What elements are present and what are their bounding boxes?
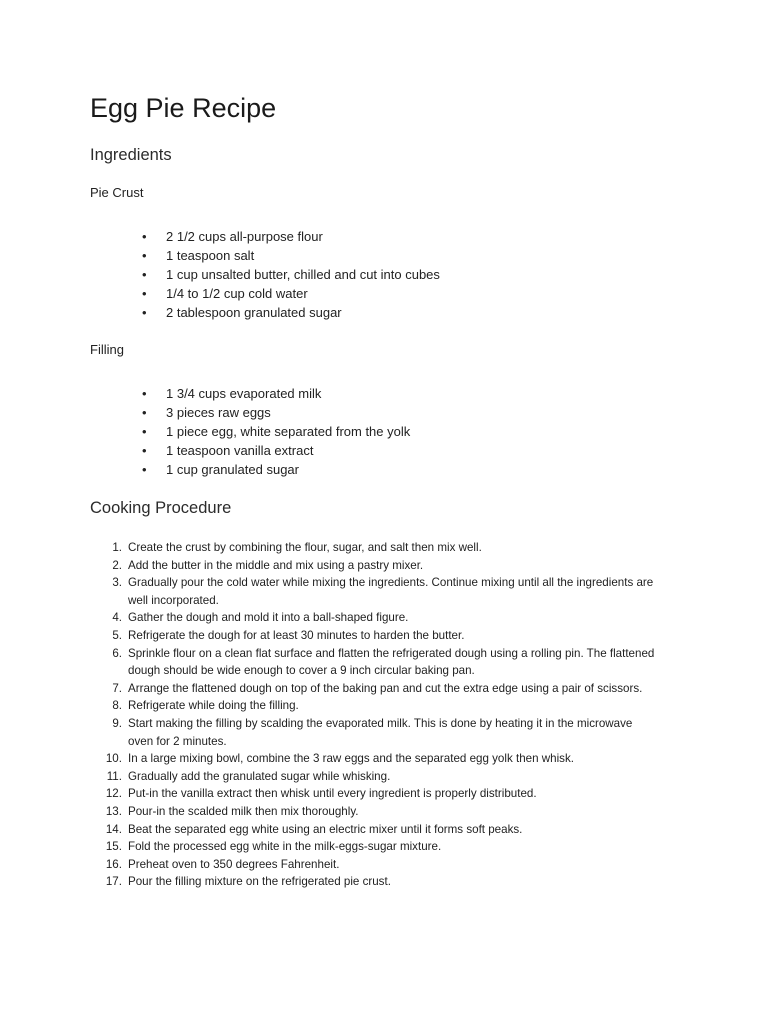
filling-heading: Filling	[90, 342, 124, 357]
list-item: • 3 pieces raw eggs	[142, 405, 271, 420]
list-item: • 1/4 to 1/2 cup cold water	[142, 286, 308, 301]
bullet-icon: •	[142, 248, 147, 263]
bullet-icon: •	[142, 305, 147, 320]
list-item: • 2 1/2 cups all-purpose flour	[142, 229, 323, 244]
list-item: • 1 teaspoon salt	[142, 248, 255, 263]
bullet-icon: •	[142, 286, 147, 301]
bullet-icon: •	[142, 405, 147, 420]
list-item: 4 . Gather the dough and mold it into a ball-shaped figure.	[0, 609, 700, 627]
list-item: 6 . Sprinkle flour on a clean flat surface and flatten the refrigerated dough using a rolling pin. The flattened dough should be wide enough to cover a 9 inch circular baking pan.	[0, 645, 700, 680]
cooking-procedure-heading: Cooking Procedure	[90, 499, 232, 517]
bullet-icon: •	[142, 462, 147, 477]
list-item: 1 . Create the crust by combining the flour, sugar, and salt then mix well.	[0, 539, 700, 557]
list-item: • 1 3/4 cups evaporated milk	[142, 386, 322, 401]
list-item: 10 . In a large mixing bowl, combine the 3 raw eggs and the separated egg yolk then whisk.	[0, 750, 700, 768]
list-item: • 1 cup unsalted butter, chilled and cut into cubes	[142, 267, 440, 282]
list-item: 12 . Put-in the vanilla extract then whisk until every ingredient is properly distributed.	[0, 785, 700, 803]
list-item: 9 . Start making the filling by scalding the evaporated milk. This is done by heating it in the microwave oven for 2 minutes.	[0, 715, 700, 750]
list-item: 3 . Gradually pour the cold water while mixing the ingredients. Continue mixing until all the ingredients are well incorporated.	[0, 574, 700, 609]
procedure-steps	[0, 539, 700, 891]
document-title: Egg Pie Recipe	[90, 93, 277, 123]
list-item: 8 . Refrigerate while doing the filling.	[0, 697, 700, 715]
list-item: • 1 teaspoon vanilla extract	[142, 443, 314, 458]
bullet-icon: •	[142, 443, 147, 458]
list-item: 2 . Add the butter in the middle and mix using a pastry mixer.	[0, 557, 700, 575]
bullet-icon: •	[142, 267, 147, 282]
bullet-icon: •	[142, 424, 147, 439]
ingredients-heading: Ingredients	[90, 146, 172, 164]
list-item: 14 . Beat the separated egg white using an electric mixer until it forms soft peaks.	[0, 821, 700, 839]
list-item: • 2 tablespoon granulated sugar	[142, 305, 342, 320]
list-item: • 1 piece egg, white separated from the yolk	[142, 424, 411, 439]
list-item: 17 . Pour the filling mixture on the refrigerated pie crust.	[0, 873, 700, 891]
list-item: 5 . Refrigerate the dough for at least 30 minutes to harden the butter.	[0, 627, 700, 645]
list-item: • 1 cup granulated sugar	[142, 462, 299, 477]
list-item: 15 . Fold the processed egg white in the milk-eggs-sugar mixture.	[0, 838, 700, 856]
list-item: 13 . Pour-in the scalded milk then mix thoroughly.	[0, 803, 700, 821]
pie-crust-list	[0, 227, 440, 322]
list-item: 11 . Gradually add the granulated sugar while whisking.	[0, 768, 700, 786]
pie-crust-heading: Pie Crust	[90, 185, 144, 200]
bullet-icon: •	[142, 229, 147, 244]
list-item: 16 . Preheat oven to 350 degrees Fahrenheit.	[0, 856, 700, 874]
list-item: 7 . Arrange the flattened dough on top of the baking pan and cut the extra edge using a pair of scissors.	[0, 680, 700, 698]
filling-list	[0, 384, 410, 479]
bullet-icon: •	[142, 386, 147, 401]
